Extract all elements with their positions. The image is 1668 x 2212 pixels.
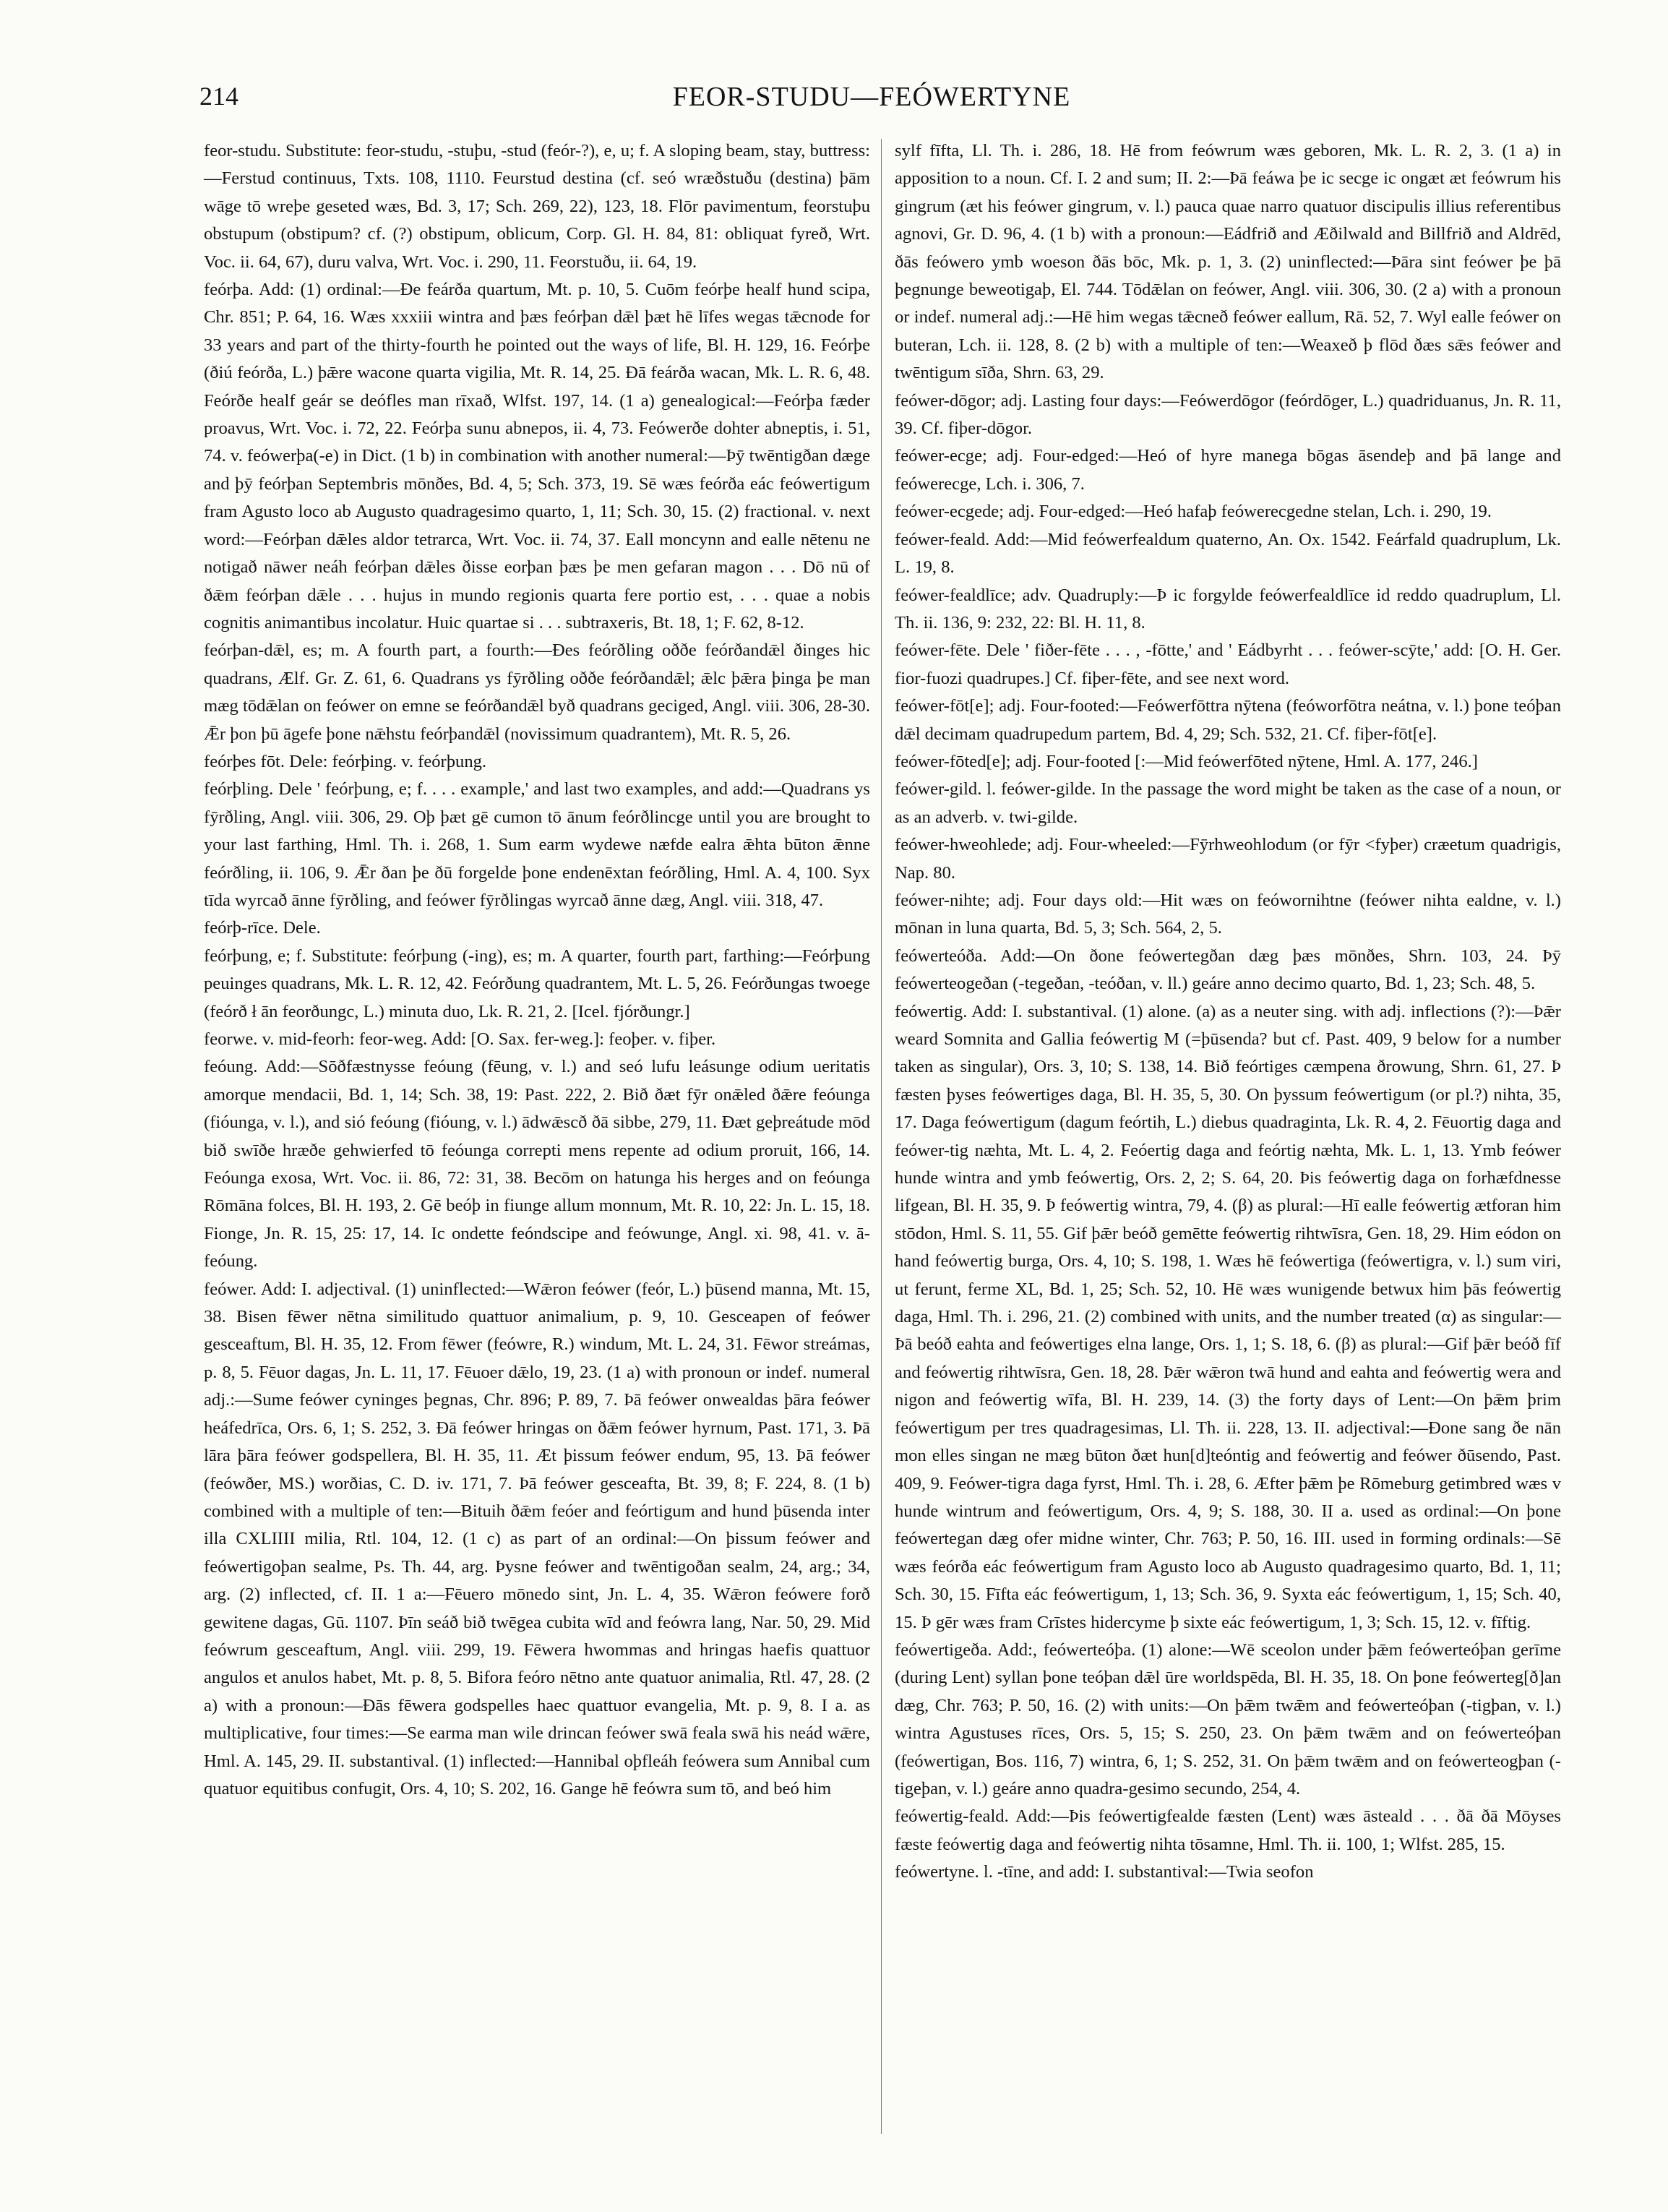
left-column	[204, 137, 870, 1803]
entry-feower: feówer. Add: I. adjectival. (1) uninflected:—Wǣron feówer (feór, L.) þūsend manna, Mt. 15, 38. Bisen fēwer nētna similitudo quattuor animalium, p. 9, 10. Gesceapen of feówer gesceaftum, Bl. H. 35, 12. From fēwer (feówre, R.) windum, Mt. L. 24, 31. Fēwor streámas, p. 8, 5. Fēuor dagas, Jn. L. 11, 17. Fēuoer dǣlo, 19, 23. (1 a) with pronoun or indef. numeral adj.:—Sume feówer cyninges þegnas, Chr. 896; P. 89, 7. Þā feówer onwealdas þāra feówer heáfedrīca, Ors. 6, 1; S. 252, 3. Ðā feówer hringas on ðǣm feówer hyrnum, Past. 171, 3. Þā lāra þāra feówer godspellera, Bl. H. 35, 11. Æt þissum feówer endum, 95, 13. Þā feówer (feówðer, MS.) worðias, C. D. iv. 171, 7. Þā feówer gesceafta, Bt. 39, 8; F. 224, 8. (1 b) combined with a multiple of ten:—Bituih ðǣm feóer and feórtigum and hund þūsenda inter illa CXLIIII milia, Rtl. 104, 12. (1 c) as part of an ordinal:—On þissum feówer and feówertigoþan sealme, Ps. Th. 44, arg. Þysne feówer and twēntigoðan sealm, 24, arg.; 34, arg. (2) inflected, cf. II. 1 a:—Fēuero mōnedo sint, Jn. L. 4, 35. Wǣron feówere forð gewitene dagas, Gū. 1107. Þīn seáð bið twēgea cubita wīd and feówra lang, Nar. 50, 29. Mid feówrum gesceaftum, Angl. viii. 299, 19. Fēwera hwommas and hringas haefis quattuor angulos et anulos habet, Mt. p. 8, 5. Bifora feóro nētno ante quatuor animalia, Rtl. 47, 28. (2 a) with a pronoun:—Ðās fēwera godspelles haec quattuor evangelia, Mt. p. 9, 8. I a. as multiplicative, four times:—Se earma man wile drincan feówer swā feala swā his neád wǣre, Hml. A. 145, 29. II. substantival. (1) inflected:—Hannibal oþfleáh feówera sum Annibal cum quatuor equitibus confugit, Ors. 4, 10; S. 202, 16. Gange hē feówra sum tō, and beó him	[204, 1279, 870, 1799]
entry-feower-ecge: feówer-ecge; adj. Four-edged:—Heó of hyre manega bōgas āsendeþ and þā lange and feówerecge, Lch. i. 306, 7.	[895, 446, 1561, 494]
page-header	[199, 81, 1544, 124]
entry-feowertig-feald: feówertig-feald. Add:—Þis feówertigfealde fæsten (Lent) wæs āsteald . . . ðā ðā Mōyses fæste feówertig daga and feówertig nihta tōsamne, Hml. Th. ii. 100, 1; Wlfst. 285, 15.	[895, 1806, 1561, 1854]
entry-feower-fote: feówer-fōt[e]; adj. Four-footed:—Feówerfōttra nȳtena (feóworfōtra neátna, v. l.) þone teóþan dǣl decimam quadrupedum partem, Bd. 4, 29; Sch. 532, 21. Cf. fiþer-fōt[e].	[895, 696, 1561, 744]
entry-feorpa: feórþa. Add: (1) ordinal:—Ðe feárða quartum, Mt. p. 10, 5. Cuōm feórþe healf hund scipa, Chr. 851; P. 64, 16. Wæs xxxiii wintra and þæs feórþan dǣl þæt hē līfes wegas tǣcnode for 33 years and part of the thirty-fourth he pointed out the ways of life, Bl. H. 129, 16. Feórþe (ðiú feórða, L.) þǣre wacone quarta vigilia, Mt. R. 14, 25. Ðā feárða wacan, Mk. L. R. 6, 48. Feórðe healf geár se deófles man rīxað, Wlfst. 197, 14. (1 a) genealogical:—Feórþa fæder proavus, Wrt. Voc. i. 72, 22. Feórþa sunu abnepos, ii. 4, 73. Feówerðe dohter abneptis, i. 51, 74. v. feówerþa(-e) in Dict. (1 b) in combination with another numeral:—Þȳ twēntigðan dæge and þȳ feórþan Septembris mōnðes, Bd. 4, 5; Sch. 373, 19. Sē wæs feórða eác feówertigum fram Agusto loco ab Augusto quadragesimo quarto, 1, 11; Sch. 30, 15. (2) fractional. v. next word:—Feórþan dǣles aldor tetrarca, Wrt. Voc. ii. 74, 37. Eall moncynn and ealle nētenu ne notigað nāwer neáh feórþan dǣles ðisse eorþan þæs þe men gefaran magon . . . Dō nū of ðǣm feórþan dǣle . . . hujus in mundo regionis quarta fere portio est, . . . quae a nobis cognitis animantibus incolatur. Huic quartae si . . . subtraxeris, Bt. 18, 1; F. 62, 8-12.	[204, 280, 870, 633]
running-head: FEOR-STUDU—FEÓWERTYNE	[672, 82, 1071, 112]
entry-feowertigeda: feówertigeða. Add:, feówerteóþa. (1) alone:—Wē sceolon under þǣm feówerteóþan gerīme (during Lent) syllan þone teóþan dǣl ūre worldspēda, Bl. H. 35, 18. On þone feówerteg[ð]an dæg, Chr. 763; P. 50, 16. (2) with units:—On þǣm twǣm and feówerteóþan (-tigþan, v. l.) wintra Agustuses rīces, Ors. 5, 15; S. 250, 23. On þǣm twǣm and on feówerteóþan (feówertigan, Bos. 116, 7) wintra, 6, 1; S. 252, 31. On þǣm twǣm and on feówerteogþan (-tigeþan, v. l.) geáre anno quadra-gesimo secundo, 254, 4.	[895, 1639, 1561, 1799]
entry-feower-fealdlice: feówer-fealdlīce; adv. Quadruply:—Þ ic forgylde feówerfealdlīce id reddo quadruplum, Ll. Th. ii. 136, 9: 232, 22: Bl. H. 11, 8.	[895, 585, 1561, 633]
page-number: 214	[199, 82, 238, 111]
entry-feowertyne: feówertyne. l. -tīne, and add: I. substantival:—Twia seofon	[895, 1862, 1314, 1882]
entry-feower-ecgede: feówer-ecgede; adj. Four-edged:—Heó hafaþ feówerecgedne stelan, Lch. i. 290, 19.	[895, 502, 1492, 522]
entry-feorwe: feorwe. v. mid-feorh: feor-weg. Add: [O. Sax. fer-weg.]: feoþer. v. fiþer.	[204, 1029, 716, 1049]
entry-feowertig: feówertig. Add: I. substantival. (1) alone. (a) as a neuter sing. with adj. inflections (?):—Þǣr weard Somnita and Gallia feówertig M (=þūsenda? but cf. Past. 409, 9 below for a number taken as singular), Ors. 3, 10; S. 138, 14. Bið feórtiges cæmpena ðrowung, Shrn. 61, 27. Þ fæsten þyses feówertiges daga, Bl. H. 35, 5, 30. On þyssum feówertigum (or pl.?) nihta, 35, 17. Daga feówertigum (dagum feórtih, L.) diebus quadraginta, Lk. R. 4, 2. Fēuortig daga and feówer-tig næhta, Mt. L. 4, 2. Feóertig daga and feórtig næhta, Mk. L. 1, 13. Ymb feówer hunde wintra and ymb feówertig, Ors. 2, 2; S. 64, 20. Þis feówertig daga on forhæfdnesse lifgean, Bl. H. 35, 9. Þ feówertig wintra, 79, 4. (β) as plural:—Hī ealle feówertig ætforan him stōdon, Hml. S. 11, 55. Gif þǣr beóð gemētte feówertig rihtwīsra, Gen. 18, 29. Him eódon on hand feówertig burga, Ors. 4, 10; S. 198, 1. Wæs hē feówertiga (feówertigra, v. l.) sum viri, ut ferunt, ferme XL, Bd. 1, 25; Sch. 52, 10. Hē wæs wunigende betwux him þās feówertig daga, Hml. Th. i. 296, 21. (2) combined with units, and the number treated (α) as singular:—Þā beóð eahta and feówertiges elna lange, Ors. 1, 1; S. 18, 6. (β) as plural:—Gif þǣr beóð fīf and feówertig rihtwīsra, Gen. 18, 28. Þǣr wǣron twā hund and eahta and feówertig wera and nigon and feówertig wīfa, Bl. H. 239, 14. (3) the forty days of Lent:—On þǣm þrim feówertigum per tres quadragesimas, Ll. Th. ii. 228, 13. II. adjectival:—Ðone sang ðe nān mon elles singan ne mæg būton ðæt hun[d]teóntig and feówertig and feówer ðūsendo, Past. 409, 9. Feówer-tigra daga fyrst, Hml. Th. i. 28, 6. Æfter þǣm þe Rōmeburg getimbred wæs v hunde wintrum and feówertigum, Ors. 4, 9; S. 188, 30. II a. used as ordinal:—On þone feówertegan dæg ofer midne winter, Chr. 763; P. 50, 16. III. used in forming ordinals:—Sē wæs feórða eác feówertigum fram Agusto loco ab Augusto quadragesimo quarto, Bd. 1, 11; Sch. 30, 15. Fīfta eác feówertigum, 1, 13; Sch. 36, 9. Syxta eác feówertigum, 1, 15; Sch. 40, 15. Þ gēr wæs fram Crīstes hidercyme þ sixte eác feówertigum, 1, 3; Sch. 15, 12. v. fīftig.	[895, 1001, 1561, 1632]
entry-feorp-rice: feórþ-rīce. Dele.	[204, 918, 321, 938]
entry-feower-continued: sylf fīfta, Ll. Th. i. 286, 18. Hē from feówrum wæs geboren, Mk. L. R. 2, 3. (1 a) in apposition to a noun. Cf. I. 2 and sum; II. 2:—Þā feáwa þe ic secge ic ongæt æt feówrum his gingrum (æt his feówer gingrum, v. l.) pauca quae narro quatuor discipulis illius referentibus agnovi, Gr. D. 96, 4. (1 b) with a pronoun:—Eádfrið and Æðilwald and Billfrið and Aldrēd, ðās feówero ymb woeson ðās bōc, Mk. p. 1, 3. (2) uninflected:—Þāra sint feówer þe þā þegnunge beweotigaþ, El. 744. Tōdǣlan on feówer, Angl. viii. 306, 30. (2 a) with a pronoun or indef. numeral adj.:—Hē him wegas tǣcneð feówer eallum, Rā. 52, 7. Wyl ealle feówer on buteran, Lch. ii. 128, 8. (2 b) with a multiple of ten:—Weaxeð þ flōd ðæs sǣs feówer and twēntigum sīða, Shrn. 63, 29.	[895, 141, 1561, 383]
entry-feower-nihte: feówer-nihte; adj. Four days old:—Hit wæs on feówornihtne (feówer nihta ealdne, v. l.) mōnan in luna quarta, Bd. 5, 3; Sch. 564, 2, 5.	[895, 890, 1561, 938]
entry-feower-fotede: feówer-fōted[e]; adj. Four-footed [:—Mid feówerfōted nȳtene, Hml. A. 177, 246.]	[895, 751, 1478, 771]
right-column	[895, 137, 1561, 1887]
entry-feower-hweohlede: feówer-hweohlede; adj. Four-wheeled:—Fȳrhweohlodum (or fȳr <fyþer) cræetum quadrigis, Nap. 80.	[895, 835, 1561, 883]
entry-feorpan-dael: feórþan-dǣl, es; m. A fourth part, a fourth:—Ðes feórðling oððe feórðandǣl ðinges hic quadrans, Ælf. Gr. Z. 61, 6. Quadrans ys fȳrðling oððe feórðandǣl; ǣlc þǣra þinga þe man mæg tōdǣlan on feówer on emne se feórðandǣl byð quadrans geciged, Angl. viii. 306, 28-30. Ǣr þon þū āgefe þone nǣhstu feórþandǣl (novissimum quadrantem), Mt. R. 5, 26.	[204, 640, 870, 744]
entry-feor-studu: feor-studu. Substitute: feor-studu, -stuþu, -stud (feór-?), e, u; f. A sloping beam, stay, buttress:—Ferstud continuus, Txts. 108, 1110. Feurstud destina (cf. seó wræðstuðu (destina) þām wāge tō wreþe geseted wæs, Bd. 3, 17; Sch. 269, 22), 123, 18. Flōr pavimentum, feorstuþu obstupum (obstipum? cf. (?) obstipum, oblicum, Corp. Gl. H. 84, 81: obliquat fyreð, Wrt. Voc. ii. 64, 67), duru valva, Wrt. Voc. i. 290, 11. Feorstuðu, ii. 64, 19.	[204, 141, 870, 272]
column-divider	[881, 139, 882, 2134]
entry-feower-dogor: feówer-dōgor; adj. Lasting four days:—Feówerdōgor (feórdōger, L.) quadriduanus, Jn. R. 11, 39. Cf. fiþer-dōgor.	[895, 390, 1561, 439]
entry-feorpung: feórþung, e; f. Substitute: feórþung (-ing), es; m. A quarter, fourth part, farthing:—Feórþung peuinges quadrans, Mk. L. R. 12, 42. Feórðung quadrantem, Mt. L. 5, 26. Feórðungas twoege (feórð ł ān feorðungc, L.) minuta duo, Lk. R. 21, 2. [Icel. fjórðungr.]	[204, 946, 870, 1021]
entry-feowerteoda: feówerteóða. Add:—On ðone feówertegðan dæg þæs mōnðes, Shrn. 103, 24. Þȳ feówerteogeðan (-tegeðan, -teóðan, v. ll.) geáre anno decimo quarto, Bd. 1, 23; Sch. 48, 5.	[895, 946, 1561, 994]
entry-feoung: feóung. Add:—Sōðfæstnysse feóung (fēung, v. l.) and seó lufu leásunge odium ueritatis amorque mendacii, Bd. 1, 14; Sch. 38, 19: Past. 222, 2. Bið ðæt fȳr onǣled ðǣre feóunga (fióunga, v. l.), and sió feóung (fióung, v. l.) ādwǣscð ðā sibbe, 279, 11. Ðæt geþreátude mōd bið swīðe hræðe gehwierfed tō feóunga correpti mens repente ad odium proruit, 166, 14. Feóunga exosa, Wrt. Voc. ii. 86, 72: 31, 38. Becōm on hatunga his herges and on feóunga Rōmāna folces, Bl. H. 193, 2. Gē beóþ in fiunge allum monnum, Mt. R. 10, 22: Jn. L. 15, 18. Fionge, Jn. R. 15, 25: 17, 14. Ic ondette feóndscipe and feówunge, Angl. xi. 98, 41. v. ā-feóung.	[204, 1057, 870, 1272]
entry-feower-gild: feówer-gild. l. feówer-gilde. In the passage the word might be taken as the case of a noun, or as an adverb. v. twi-gilde.	[895, 779, 1561, 827]
entry-feower-fete: feówer-fēte. Dele ' fiðer-fēte . . . , -fōtte,' and ' Eádbyrht . . . feówer-scȳte,' add: [O. H. Ger. fior-fuozi quadrupes.] Cf. fiþer-fēte, and see next word.	[895, 640, 1561, 688]
entry-feower-feald: feówer-feald. Add:—Mid feówerfealdum quaterno, An. Ox. 1542. Feárfald quadruplum, Lk. L. 19, 8.	[895, 529, 1561, 578]
entry-feorpes-fot: feórþes fōt. Dele: feórþing. v. feórþung.	[204, 751, 487, 771]
entry-feorpling: feórþling. Dele ' feórþung, e; f. . . . example,' and last two examples, and add:—Quadrans ys fȳrðling, Angl. viii. 306, 29. Oþ þæt gē cumon tō ānum feórðlincge until you are brought to your last farthing, Hml. Th. i. 268, 1. Sum earm wydewe næfde ealra ǣhta būton ǣnne feórðling, ii. 106, 9. Ǣr ðan þe ðū forgelde þone endenēxtan feórðling, Hml. A. 4, 100. Syx tīda wyrcað ānne fȳrðling, and feówer fȳrðlingas wyrcað ānne dæg, Angl. viii. 318, 47.	[204, 779, 870, 910]
